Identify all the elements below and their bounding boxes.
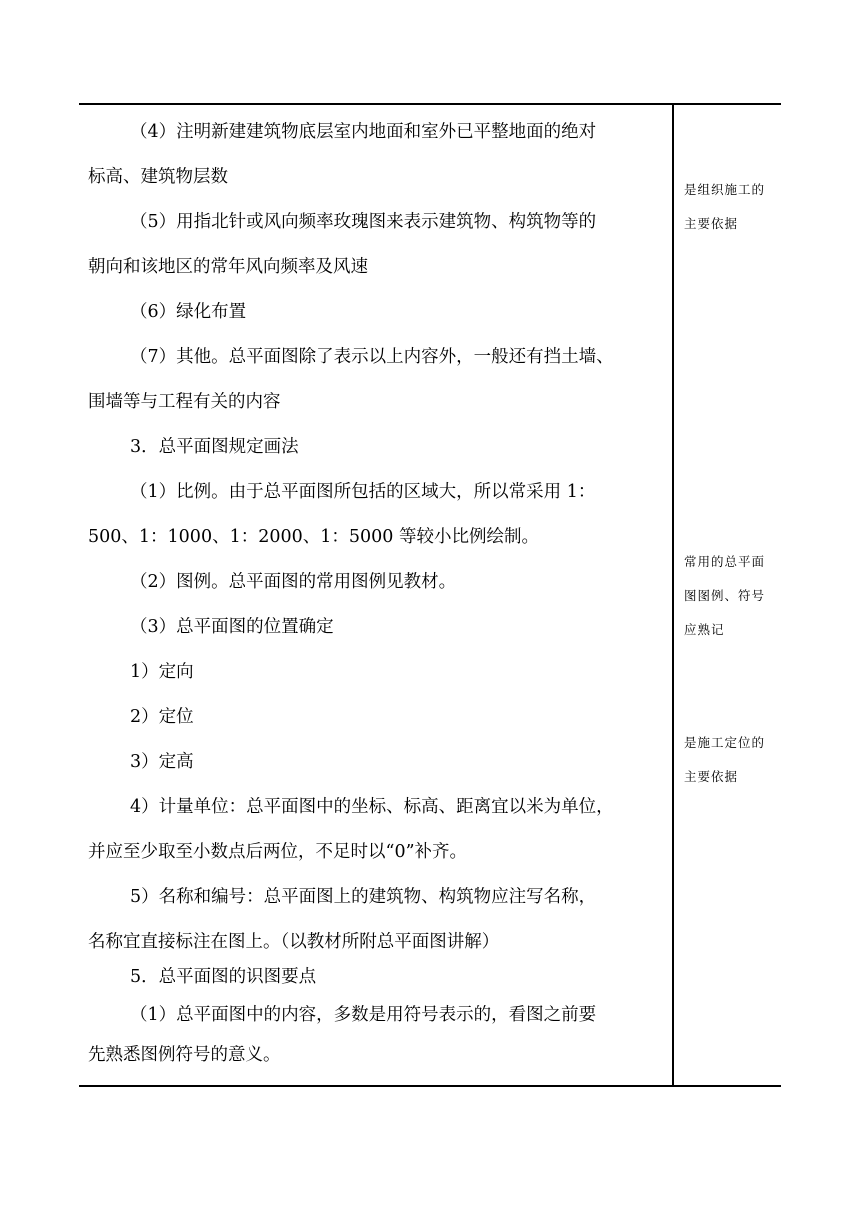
side-note xyxy=(684,173,780,241)
side-note-line: 图图例、符号 xyxy=(684,588,766,603)
text-line: 并应至少取至小数点后两位，不足时以“0”补齐。 xyxy=(88,842,468,862)
side-note-line: 是施工定位的 xyxy=(684,735,766,750)
side-note xyxy=(684,545,780,647)
side-note-line: 主要依据 xyxy=(684,769,739,784)
text-line: （1）比例。由于总平面图所包括的区域大，所以常采用 1： xyxy=(130,482,596,502)
text-line: 4）计量单位：总平面图中的坐标、标高、距离宜以米为单位， xyxy=(130,797,614,817)
text-line: 先熟悉图例符号的意义。 xyxy=(88,1045,281,1065)
side-note-line: 应熟记 xyxy=(684,622,725,637)
text-line: 500、1：1000、1：2000、1：5000 等较小比例绘制。 xyxy=(88,527,539,547)
text-line: 朝向和该地区的常年风向频率及风速 xyxy=(88,257,368,277)
text-line: 2）定位 xyxy=(130,707,194,727)
text-line: 1）定向 xyxy=(130,662,194,682)
section-heading: 5．总平面图的识图要点 xyxy=(130,967,317,987)
text-line: 3）定高 xyxy=(130,752,194,772)
section-heading: 3．总平面图规定画法 xyxy=(130,437,299,457)
text-line: 名称宜直接标注在图上。（以教材所附总平面图讲解） xyxy=(88,932,500,952)
side-note-line: 是组织施工的 xyxy=(684,182,766,197)
text-line: （5）用指北针或风向频率玫瑰图来表示建筑物、构筑物等的 xyxy=(130,212,597,232)
text-line: （1）总平面图中的内容，多数是用符号表示的，看图之前要 xyxy=(130,1005,597,1025)
text-line: （4）注明新建建筑物底层室内地面和室外已平整地面的绝对 xyxy=(130,122,597,142)
side-note xyxy=(684,726,780,794)
column-divider xyxy=(672,104,674,1086)
text-line: 5）名称和编号：总平面图上的建筑物、构筑物应注写名称， xyxy=(130,887,597,907)
text-line: 标高、建筑物层数 xyxy=(88,167,228,187)
side-note-line: 主要依据 xyxy=(684,216,739,231)
side-note-line: 常用的总平面 xyxy=(684,554,766,569)
text-line: （3）总平面图的位置确定 xyxy=(130,617,334,637)
text-line: （2）图例。总平面图的常用图例见教材。 xyxy=(130,572,457,592)
text-line: （6）绿化布置 xyxy=(130,302,247,322)
text-line: 围墙等与工程有关的内容 xyxy=(88,392,281,412)
text-line: （7）其他。总平面图除了表示以上内容外，一般还有挡土墙、 xyxy=(130,347,614,367)
